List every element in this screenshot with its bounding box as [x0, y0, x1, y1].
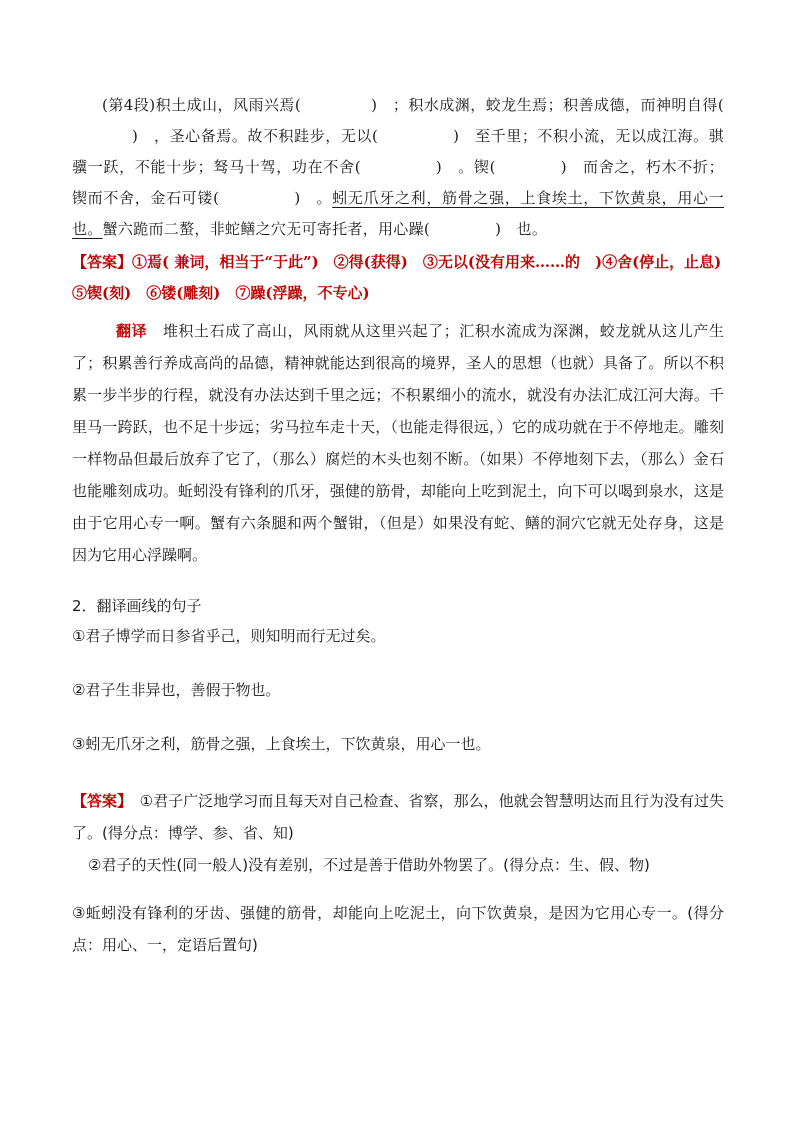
passage-segment: ) 。锲( — [435, 158, 496, 176]
answer-2-text-2: ②君子的天性(同一般人)没有差别，不过是善于借助外物罢了。(得分点：生、假、物) — [88, 856, 650, 874]
passage-segment: 蟹六跪而二螯，非蛇鳝之穴无可寄托者，用心躁( — [102, 220, 431, 238]
document-page — [72, 90, 737, 961]
passage-segment: ) 而舍之，朽木不折；锲而不舍，金石可镂( — [72, 158, 724, 207]
answer-2-first — [72, 785, 724, 849]
answer-1: 【答案】①焉( 兼词，相当于“于此”) ②得(获得) ③无以(没有用来……的 )④舍(停止，止息) ⑤锲(刻) ⑥镂(雕刻) ⑦躁(浮躁，不专心) — [72, 253, 737, 302]
answer-2-text-3: ③蚯蚓没有锋利的牙齿、强健的筋骨，却能向上吃泥土，向下饮黄泉，是因为它用心专一。(得分点：用心、一，定语后置句) — [72, 904, 724, 954]
passage-segment: ) ；积水成渊，蛟龙生焉；积善成德，而神明自得( — [371, 96, 724, 114]
passage-segment: ) 。 — [294, 189, 333, 207]
translation-label: 翻译 — [116, 322, 148, 340]
question-2-item-1: ①君子博学而日参省乎己，则知明而行无过矣。 — [72, 627, 386, 645]
translation-paragraph — [72, 315, 724, 571]
answer-2-label: 【答案】 — [72, 792, 125, 810]
passage-segment: ) 至千里；不积小流，无以成江海。骐骥一跃，不能十步；驽马十驾，功在不舍( — [72, 127, 724, 176]
question-2-item-2: ②君子生非异也，善假于物也。 — [72, 681, 281, 699]
passage-segment: ) ，圣心备焉。故不积跬步，无以( — [132, 127, 379, 145]
passage-paragraph — [72, 90, 724, 245]
question-2-title: 2．翻译画线的句子 — [72, 597, 202, 615]
translation-text: 堆积土石成了高山，风雨就从这里兴起了；汇积水流成为深渊，蛟龙就从这儿产生了；积累善行养成高尚的品德，精神就能达到很高的境界，圣人的思想（也就）具备了。所以不积累一步半步的行程，就没有办法达到千里之远；不积累细小的流水，就没有办法汇成江河大海。千里马一跨跃，也不足十步远；劣马拉车走十天，（也能走得很远，）它的成功就在于不停地走。雕刻一样物品但最后放弃了它了，（那么）腐烂的木头也刻不断。（如果）不停地刻下去，（那么）金石也能雕刻成功。蚯蚓没有锋利的爪牙，强健的筋骨，却能向上吃到泥土，向下可以喝到泉水，这是由于它用心专一啊。蟹有六条腿和两个蟹钳，（但是）如果没有蛇、鳝的洞穴它就无处存身，这是因为它用心浮躁啊。 — [72, 322, 724, 564]
passage-segment: (第4段)积土成山，风雨兴焉( — [102, 96, 302, 114]
answer-2-text-1: ①君子广泛地学习而且每天对自己检查、省察，那么，他就会智慧明达而且行为没有过失了。(得分点：博学、参、省、知) — [72, 792, 724, 842]
underlined-sentence: 蚓无爪牙之利，筋骨之强，上食埃土，下饮黄泉，用心一也。 — [72, 189, 724, 238]
passage-segment: ) 也。 — [495, 220, 548, 238]
question-2-item-3: ③蚓无爪牙之利，筋骨之强，上食埃土，下饮黄泉，用心一也。 — [72, 735, 491, 753]
